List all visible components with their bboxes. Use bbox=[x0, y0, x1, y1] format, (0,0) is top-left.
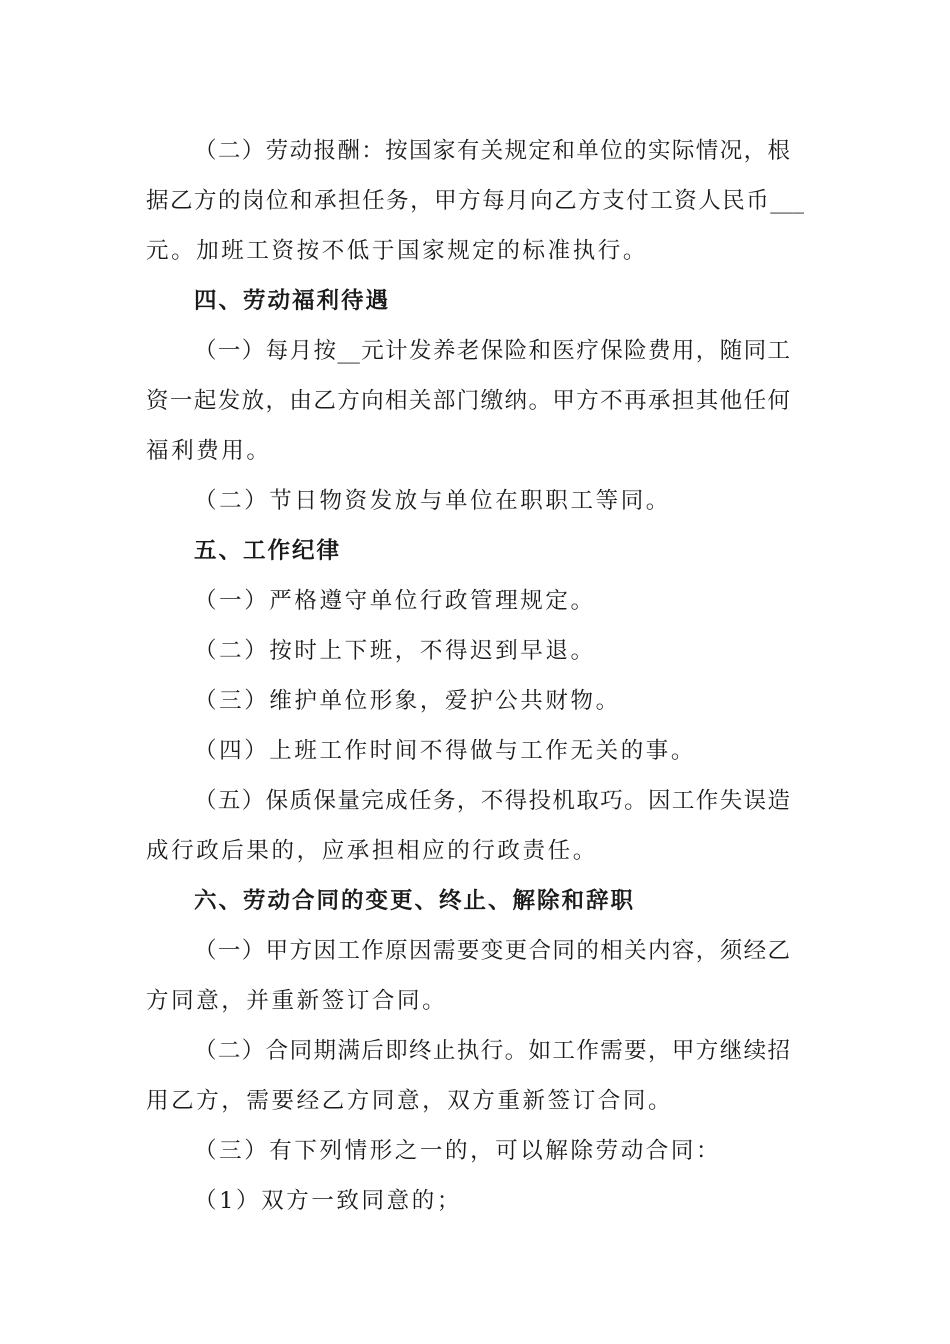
paragraph-line: （一）严格遵守单位行政管理规定。 bbox=[194, 588, 596, 614]
paragraph-line: 据乙方的岗位和承担任务，甲方每月向乙方支付工资人民币___ bbox=[146, 188, 804, 214]
paragraph-line: （三）维护单位形象，爱护公共财物。 bbox=[194, 688, 621, 714]
paragraph-line: 资一起发放，由乙方向相关部门缴纳。甲方不再承担其他任何 bbox=[146, 388, 790, 414]
paragraph-line: 福利费用。 bbox=[146, 438, 272, 464]
paragraph-line: 方同意，并重新签订合同。 bbox=[146, 988, 448, 1014]
paragraph-line: （五）保质保量完成任务，不得投机取巧。因工作失误造 bbox=[194, 788, 790, 814]
paragraph-line: 成行政后果的，应承担相应的行政责任。 bbox=[146, 838, 598, 864]
paragraph-line: 用乙方，需要经乙方同意，双方重新签订合同。 bbox=[146, 1088, 674, 1114]
paragraph-line: （四）上班工作时间不得做与工作无关的事。 bbox=[194, 738, 697, 764]
paragraph-line: （二）按时上下班，不得迟到早退。 bbox=[194, 638, 596, 664]
paragraph-line: 元。加班工资按不低于国家规定的标准执行。 bbox=[146, 238, 649, 264]
paragraph-line: （二）合同期满后即终止执行。如工作需要，甲方继续招 bbox=[194, 1038, 790, 1064]
paragraph-line: （一）甲方因工作原因需要变更合同的相关内容，须经乙 bbox=[194, 938, 790, 964]
section-heading: 五、工作纪律 bbox=[194, 538, 342, 564]
paragraph-line: （一）每月按__元计发养老保险和医疗保险费用，随同工 bbox=[194, 338, 790, 364]
paragraph-line: （三）有下列情形之一的，可以解除劳动合同： bbox=[194, 1138, 722, 1164]
section-heading: 四、劳动福利待遇 bbox=[194, 288, 391, 314]
section-heading: 六、劳动合同的变更、终止、解除和辞职 bbox=[194, 888, 636, 914]
paragraph-line: （1）双方一致同意的； bbox=[194, 1188, 462, 1214]
paragraph-line: （二）劳动报酬：按国家有关规定和单位的实际情况，根 bbox=[194, 138, 790, 164]
paragraph-line: （二）节日物资发放与单位在职职工等同。 bbox=[194, 488, 671, 514]
